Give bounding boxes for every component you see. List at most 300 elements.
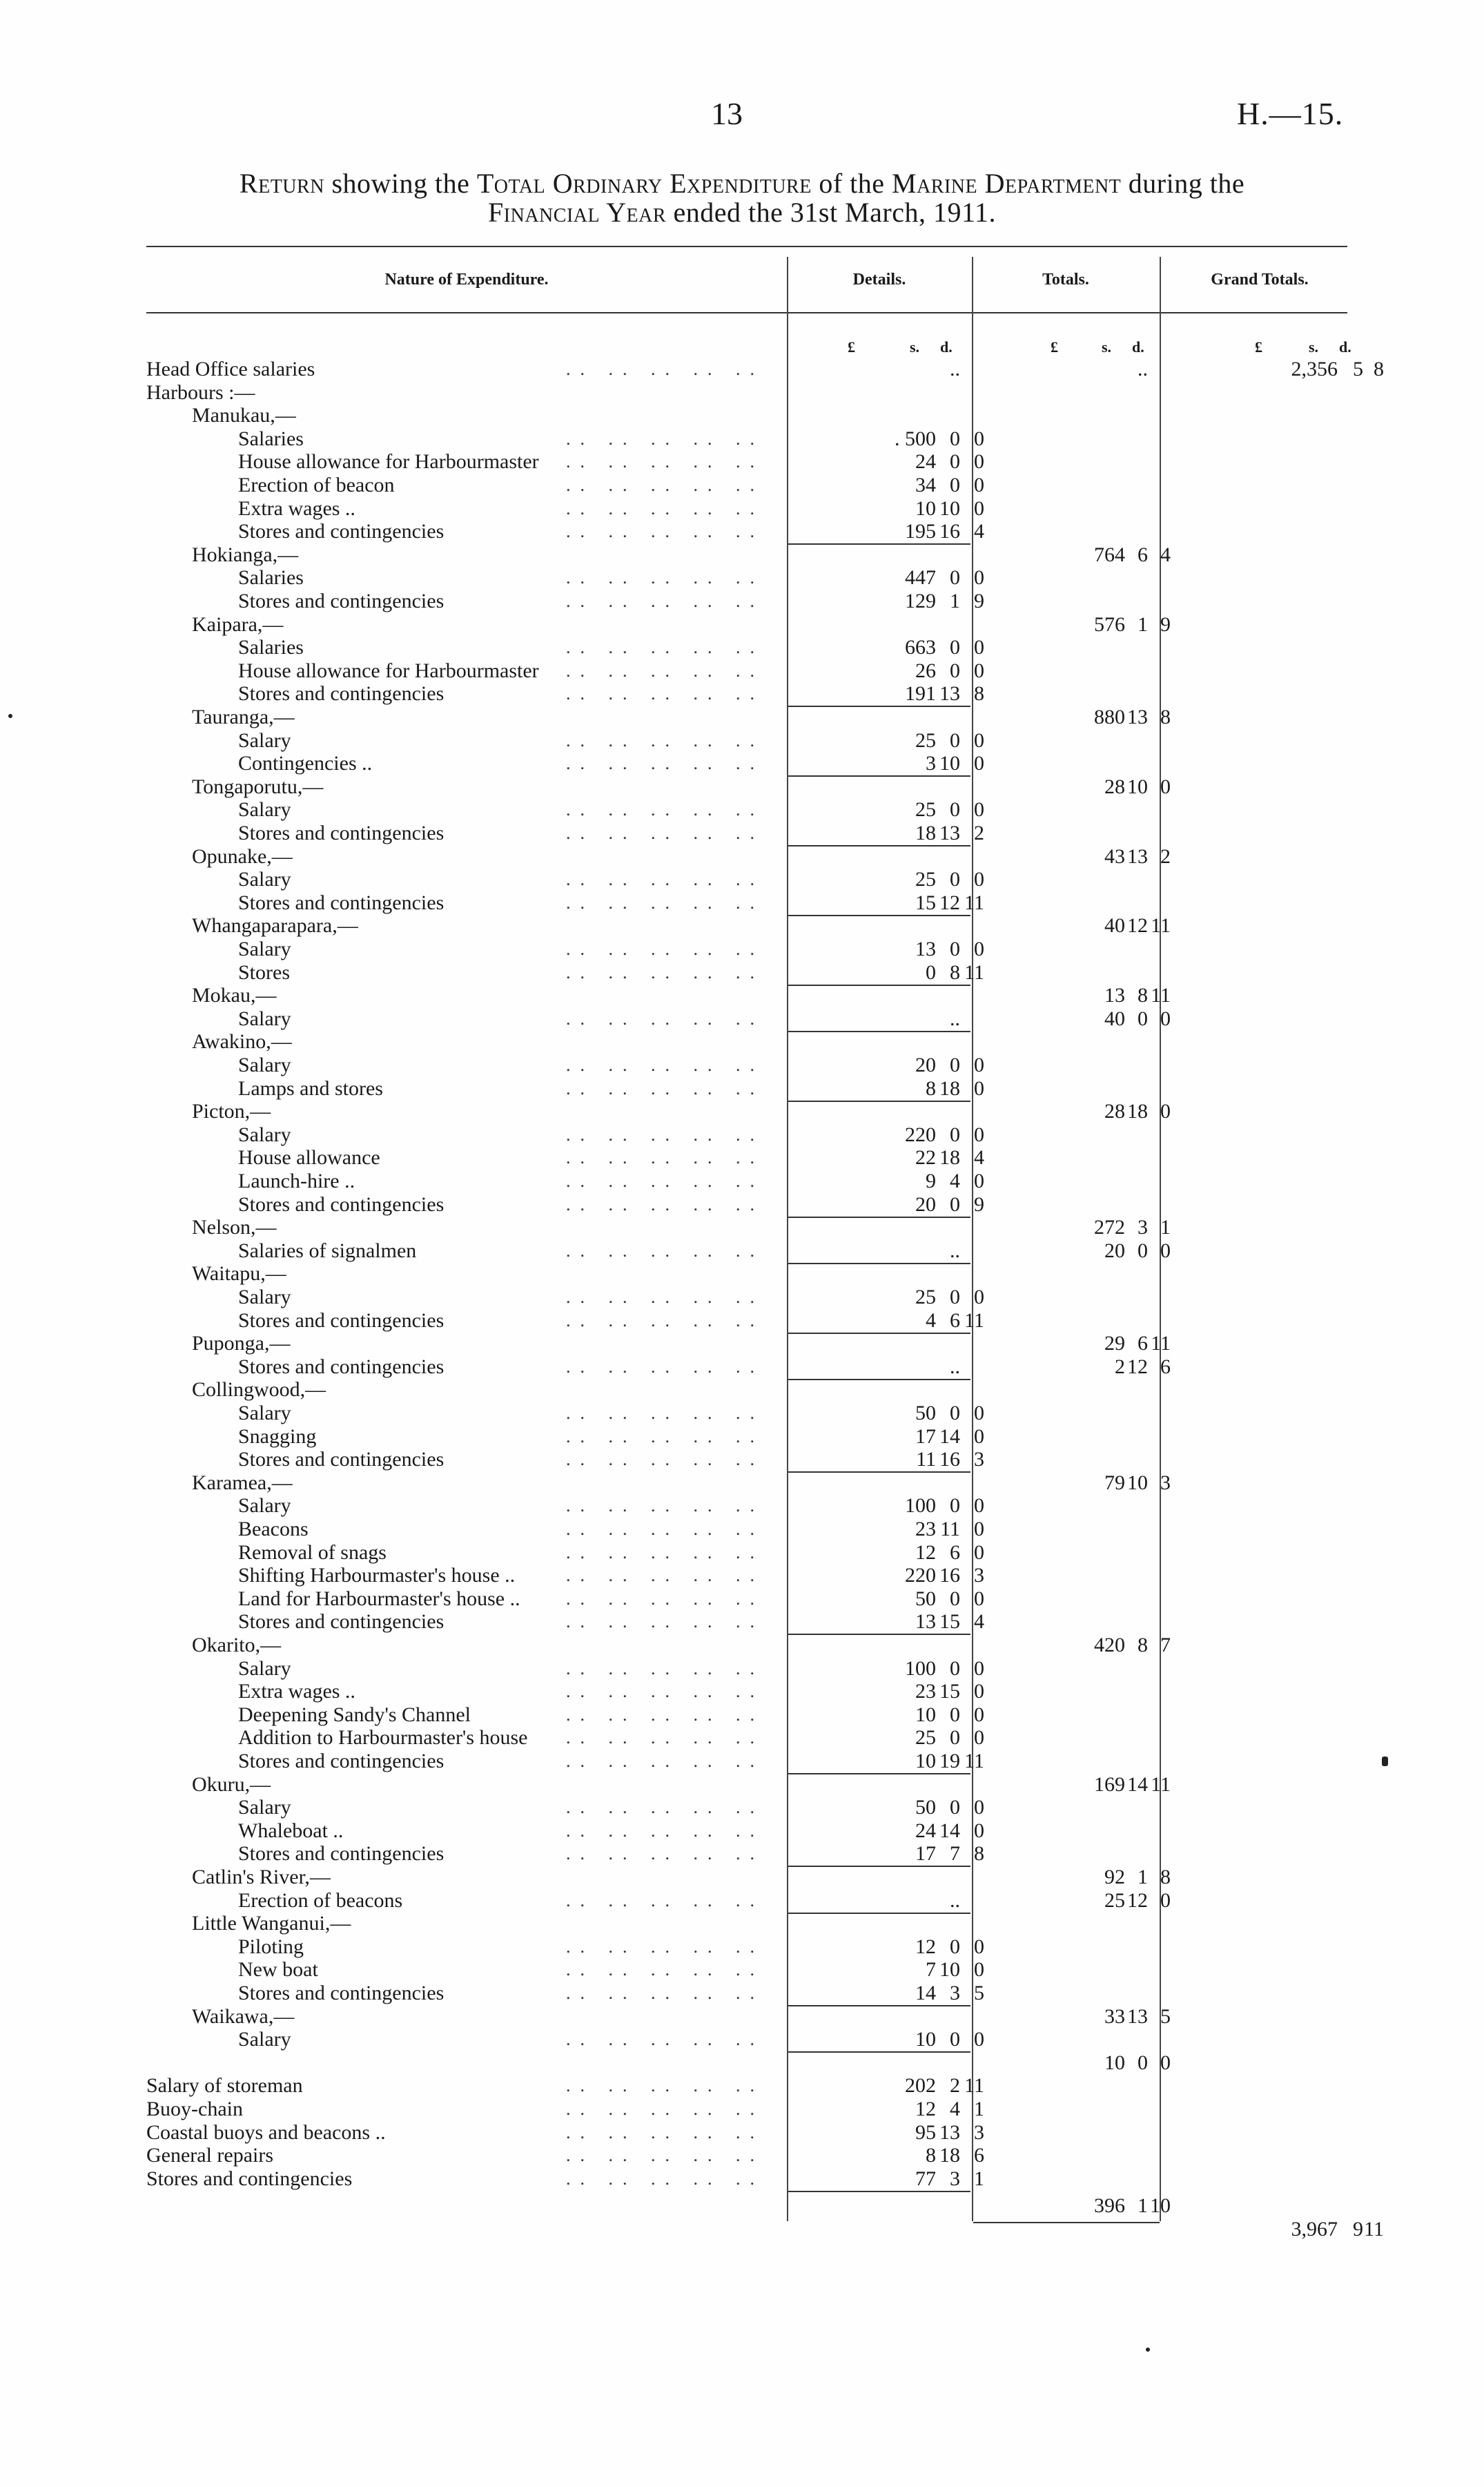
table-row — [0, 1239, 1484, 1263]
totals-pence: 0 — [1160, 1100, 1171, 1123]
totals-pence: 8 — [1160, 706, 1171, 728]
leader-dots: .. .. .. .. .. — [566, 429, 764, 449]
row-label: Launch-hire .. — [238, 1170, 355, 1192]
details-pence: 1 — [974, 2098, 984, 2120]
details-shillings: 10 — [939, 1958, 960, 1981]
details-shillings: 11 — [940, 1518, 960, 1540]
leader-dots: .. .. .. .. .. — [566, 2169, 764, 2189]
title-line-2 — [0, 196, 1484, 229]
row-label: Picton,— — [192, 1100, 271, 1123]
details-shillings: 6 — [950, 1309, 960, 1332]
table-row — [0, 752, 1484, 775]
column-header-details: Details. — [852, 271, 906, 289]
row-label: Stores and contingencies — [238, 1448, 445, 1471]
totals-shillings: 0 — [1138, 2051, 1148, 2074]
row-label: Tauranga,— — [192, 706, 295, 728]
final-totals-row — [0, 2194, 1484, 2218]
row-label: Stores and contingencies — [238, 1355, 445, 1378]
table-row — [0, 1054, 1484, 1077]
grand-total-pence: 11 — [1364, 2218, 1384, 2241]
details-pence: 0 — [974, 636, 984, 659]
details-pounds: 447 — [905, 566, 936, 589]
details-pounds: 14 — [915, 1982, 936, 2004]
details-shillings: 16 — [939, 1564, 960, 1587]
grand-total-shillings: 9 — [1353, 2218, 1363, 2241]
row-label: Salary — [238, 1494, 291, 1517]
details-pence: 0 — [974, 1819, 984, 1842]
details-pence: 0 — [974, 1657, 984, 1680]
row-label: Snagging — [238, 1425, 317, 1448]
leader-dots: .. .. .. .. .. — [566, 661, 764, 681]
totals-pence: 3 — [1160, 1471, 1171, 1494]
title-word: Marine Department — [892, 168, 1122, 199]
row-label: Manukau,— — [192, 404, 296, 427]
details-pounds: 17 — [915, 1425, 936, 1448]
leader-dots: .. .. .. .. .. — [566, 2122, 764, 2142]
details-shillings: 0 — [950, 659, 960, 682]
details-pence: 0 — [974, 1123, 984, 1146]
table-row — [0, 961, 1484, 985]
details-shillings: 18 — [939, 1077, 960, 1100]
table-row — [0, 729, 1484, 753]
leader-dots: .. .. .. .. .. — [566, 499, 764, 519]
details-shillings: 8 — [950, 961, 960, 984]
details-pounds: . 500 — [895, 427, 936, 450]
details-shillings: 15 — [939, 1680, 960, 1703]
leader-dots: .. .. .. .. .. — [566, 1055, 764, 1075]
totals-shillings: 8 — [1138, 984, 1148, 1007]
title-word: showing the — [331, 168, 470, 199]
row-label: Okarito,— — [192, 1634, 282, 1656]
title-word: of the — [819, 168, 885, 199]
row-label: Lamps and stores — [238, 1077, 383, 1100]
table-row — [0, 2028, 1484, 2051]
table-row — [0, 1494, 1484, 1518]
table-row — [0, 474, 1484, 497]
leader-dots: .. .. .. .. .. — [566, 1148, 764, 1168]
row-label: Head Office salaries — [146, 358, 315, 380]
row-label: Salary — [238, 729, 291, 752]
leader-dots: .. .. .. .. .. — [566, 753, 764, 773]
document-reference: H.—15. — [1237, 96, 1344, 131]
row-label: Deepening Sandy's Channel — [238, 1703, 471, 1726]
details-shillings: 2 — [950, 2074, 960, 2097]
row-label: Salary — [238, 2028, 291, 2051]
totals-pounds: 33 — [1104, 2005, 1125, 2028]
row-label: New boat — [238, 1958, 318, 1981]
table-row — [0, 1935, 1484, 1959]
totals-shillings: 13 — [1127, 845, 1148, 868]
details-shillings: 13 — [939, 682, 960, 705]
details-shillings: 0 — [950, 1726, 960, 1749]
leader-dots: .. .. .. .. .. — [566, 1751, 764, 1771]
title-word: Total Ordinary Expenditure — [476, 168, 812, 199]
details-pounds: 100 — [905, 1494, 936, 1517]
details-shillings: 0 — [950, 636, 960, 659]
subtotal-rule — [788, 2191, 970, 2192]
details-shillings: 0 — [950, 798, 960, 821]
details-shillings: 0 — [950, 450, 960, 473]
leader-dots: .. .. .. .. .. — [566, 1496, 764, 1516]
table-row — [0, 1610, 1484, 1634]
details-pence: 0 — [974, 1726, 984, 1749]
details-shillings: 0 — [950, 1587, 960, 1610]
details-pence: 0 — [974, 1402, 984, 1424]
details-pounds: 12 — [915, 2098, 936, 2120]
details-pounds: 0 — [926, 961, 936, 984]
table-row — [0, 1657, 1484, 1681]
table-row — [0, 822, 1484, 845]
details-shillings: 18 — [939, 2144, 960, 2167]
totals-pounds: 28 — [1104, 1100, 1125, 1123]
totals-shillings: 10 — [1127, 1471, 1148, 1494]
details-blank: .. — [950, 1239, 960, 1262]
row-label: Little Wanganui,— — [192, 1912, 351, 1935]
details-pounds: 12 — [915, 1541, 936, 1564]
details-pence: 0 — [974, 427, 984, 450]
table-row — [0, 381, 1484, 405]
leader-dots: .. .. .. .. .. — [566, 1565, 764, 1585]
leader-dots: .. .. .. .. .. — [566, 1171, 764, 1191]
totals-pence: 7 — [1160, 1634, 1171, 1656]
details-pence: 2 — [974, 822, 984, 844]
row-label: Stores and contingencies — [238, 1842, 445, 1865]
column-header-totals: Totals. — [1042, 271, 1089, 289]
unit-pound: £ — [1255, 338, 1262, 356]
table-row — [0, 1587, 1484, 1611]
table-row — [0, 2074, 1484, 2098]
column-header-grand: Grand Totals. — [1211, 271, 1309, 289]
totals-pence: 4 — [1160, 543, 1171, 566]
totals-pence: 1 — [1160, 1216, 1171, 1239]
details-shillings: 0 — [950, 1494, 960, 1517]
final-totals-pounds: 396 — [1094, 2194, 1125, 2217]
totals-pounds: 79 — [1104, 1471, 1125, 1494]
details-shillings: 0 — [950, 1657, 960, 1680]
details-pounds: 50 — [915, 1402, 936, 1424]
leader-dots: .. .. .. .. .. — [566, 452, 764, 472]
details-shillings: 0 — [950, 1796, 960, 1819]
table-row — [0, 450, 1484, 474]
totals-shillings: 6 — [1138, 543, 1148, 566]
details-shillings: 0 — [950, 1054, 960, 1076]
leader-dots: .. .. .. .. .. — [566, 1519, 764, 1539]
table-row — [0, 1842, 1484, 1866]
details-pence: 0 — [974, 1680, 984, 1703]
details-pounds: 11 — [916, 1448, 936, 1471]
unit-pound: £ — [848, 338, 855, 356]
row-label: Salary — [238, 938, 291, 960]
details-pence: 0 — [974, 450, 984, 473]
details-pounds: 100 — [905, 1657, 936, 1680]
totals-shillings: 0 — [1138, 1007, 1148, 1030]
details-pence: 0 — [974, 497, 984, 520]
totals-shillings: 1 — [1138, 1866, 1148, 1888]
details-pence: 8 — [974, 682, 984, 705]
row-label: Stores and contingencies — [238, 1309, 445, 1332]
leader-dots: .. .. .. .. .. — [566, 1797, 764, 1817]
details-pounds: 10 — [915, 1703, 936, 1726]
details-shillings: 1 — [950, 590, 960, 612]
scan-speck — [8, 714, 12, 718]
details-shillings: 0 — [950, 868, 960, 891]
details-pounds: 663 — [905, 636, 936, 659]
details-shillings: 0 — [950, 566, 960, 589]
details-pence: 0 — [974, 1796, 984, 1819]
details-pounds: 95 — [915, 2121, 936, 2144]
details-shillings: 12 — [939, 891, 960, 914]
table-row — [0, 706, 1484, 729]
table-row — [0, 1773, 1484, 1797]
table-row — [0, 2167, 1484, 2191]
table-row — [0, 1866, 1484, 1889]
page-number: 13 — [711, 96, 743, 131]
row-label: Buoy-chain — [146, 2098, 243, 2120]
row-label: Removal of snags — [238, 1541, 387, 1564]
row-label: Stores and contingencies — [238, 822, 445, 844]
table-row — [0, 1750, 1484, 1773]
details-pounds: 20 — [915, 1054, 936, 1076]
leader-dots: .. .. .. .. .. — [566, 1403, 764, 1423]
details-pence: 11 — [964, 1750, 984, 1772]
leader-dots: .. .. .. .. .. — [566, 939, 764, 959]
leader-dots: .. .. .. .. .. — [566, 2029, 764, 2049]
details-pence: 0 — [974, 1587, 984, 1610]
totals-pence: 6 — [1160, 1355, 1171, 1378]
leader-dots: .. .. .. .. .. — [566, 1844, 764, 1864]
details-shillings: 0 — [950, 2028, 960, 2051]
details-pounds: 195 — [905, 520, 936, 543]
row-label: Whaleboat .. — [238, 1819, 344, 1842]
totals-pounds: 420 — [1094, 1634, 1125, 1656]
row-label: Salary — [238, 1402, 291, 1424]
details-shillings: 0 — [950, 1286, 960, 1308]
table-row — [0, 1007, 1484, 1031]
row-label: Extra wages .. — [238, 497, 355, 520]
details-shillings: 16 — [939, 520, 960, 543]
details-pence: 3 — [974, 2121, 984, 2144]
row-label: Karamea,— — [192, 1471, 293, 1494]
table-row — [0, 1796, 1484, 1819]
leader-dots: .. .. .. .. .. — [566, 1821, 764, 1841]
row-label: Awakino,— — [192, 1030, 292, 1053]
row-label: Catlin's River,— — [192, 1866, 331, 1888]
table-row — [0, 682, 1484, 706]
details-pounds: 26 — [915, 659, 936, 682]
details-pounds: 23 — [915, 1518, 936, 1540]
totals-pounds: 169 — [1094, 1773, 1125, 1796]
unit-pence: d. — [940, 338, 953, 356]
details-pounds: 25 — [915, 1286, 936, 1308]
details-pounds: 3 — [926, 752, 936, 775]
details-shillings: 0 — [950, 1703, 960, 1726]
details-pence: 0 — [974, 868, 984, 891]
leader-dots: .. .. .. .. .. — [566, 1194, 764, 1215]
details-pounds: 13 — [915, 1610, 936, 1633]
grand-total-row — [0, 2218, 1484, 2241]
row-label: Stores and contingencies — [238, 1750, 445, 1772]
details-pounds: 25 — [915, 798, 936, 821]
title-line-1 — [0, 167, 1484, 200]
table-row — [0, 1680, 1484, 1703]
table-row — [0, 938, 1484, 961]
row-label: Puponga,— — [192, 1332, 291, 1355]
totals-pence: 11 — [1151, 914, 1171, 937]
totals-pounds: 43 — [1104, 845, 1125, 868]
totals-shillings: 3 — [1138, 1216, 1148, 1239]
details-shillings: 0 — [950, 1123, 960, 1146]
totals-shillings: 12 — [1127, 1355, 1148, 1378]
table-row — [0, 1819, 1484, 1843]
leader-dots: .. .. .. .. .. — [566, 2099, 764, 2119]
details-pence: 0 — [974, 798, 984, 821]
leader-dots: .. .. .. .. .. — [566, 1612, 764, 1632]
row-label: Piloting — [238, 1935, 304, 1958]
details-pounds: 8 — [926, 1077, 936, 1100]
details-shillings: 16 — [939, 1448, 960, 1471]
row-label: Salary — [238, 798, 291, 821]
totals-pounds: 92 — [1104, 1866, 1125, 1888]
table-row — [0, 520, 1484, 543]
details-pence: 9 — [974, 590, 984, 612]
table-row — [0, 358, 1484, 381]
totals-pence: 0 — [1160, 1007, 1171, 1030]
details-pence: 4 — [974, 1146, 984, 1169]
details-pounds: 13 — [915, 938, 936, 960]
leader-dots: .. .. .. .. .. — [566, 800, 764, 820]
totals-pence: 2 — [1160, 845, 1171, 868]
leader-dots: .. .. .. .. .. — [566, 1589, 764, 1609]
details-shillings: 14 — [939, 1425, 960, 1448]
row-label: Stores and contingencies — [238, 1610, 445, 1633]
table-row — [0, 798, 1484, 822]
details-shillings: 13 — [939, 822, 960, 844]
details-blank: .. — [950, 1007, 960, 1030]
table-row — [0, 891, 1484, 915]
table-row — [0, 659, 1484, 683]
leader-dots: .. .. .. .. .. — [566, 359, 764, 379]
row-label: Tongaporutu,— — [192, 775, 324, 798]
column-header-nature: Nature of Expenditure. — [384, 271, 549, 289]
details-shillings: 0 — [950, 1935, 960, 1958]
leader-dots: .. .. .. .. .. — [566, 1705, 764, 1725]
leader-dots: .. .. .. .. .. — [566, 1937, 764, 1957]
table-row — [0, 1378, 1484, 1402]
totals-pence: 0 — [1160, 2051, 1171, 2074]
leader-dots: .. .. .. .. .. — [566, 893, 764, 913]
totals-pounds: 576 — [1094, 613, 1125, 636]
details-pounds: 18 — [915, 822, 936, 844]
details-pence: 0 — [974, 1286, 984, 1308]
leader-dots: .. .. .. .. .. — [566, 869, 764, 889]
row-label: Coastal buoys and beacons .. — [146, 2121, 386, 2144]
row-label: Salary — [238, 1286, 291, 1308]
details-pence: 4 — [974, 1610, 984, 1633]
leader-dots: .. .. .. .. .. — [566, 1658, 764, 1678]
details-shillings: 14 — [939, 1819, 960, 1842]
details-pence: 0 — [974, 729, 984, 752]
table-row — [0, 1564, 1484, 1587]
table-row — [0, 1309, 1484, 1333]
table-row — [0, 1889, 1484, 1913]
row-label: Waikawa,— — [192, 2005, 295, 2028]
leader-dots: .. .. .. .. .. — [566, 823, 764, 843]
leader-dots: .. .. .. .. .. — [566, 1983, 764, 2003]
table-row — [0, 984, 1484, 1007]
table-row — [0, 868, 1484, 891]
totals-pence: 11 — [1151, 1332, 1171, 1355]
row-label: Erection of beacons — [238, 1889, 403, 1912]
table-row — [0, 1634, 1484, 1657]
table-row — [0, 914, 1484, 938]
leader-dots: .. .. .. .. .. — [566, 1681, 764, 1701]
table-row — [0, 1703, 1484, 1727]
details-pounds: 7 — [926, 1958, 936, 1981]
details-shillings: 19 — [939, 1750, 960, 1772]
details-pence: 0 — [974, 1935, 984, 1958]
table-row — [0, 775, 1484, 799]
details-pence: 4 — [974, 520, 984, 543]
details-pence: 0 — [974, 1518, 984, 1540]
leader-dots: .. .. .. .. .. — [566, 1542, 764, 1562]
details-shillings: 3 — [950, 2167, 960, 2190]
leader-dots: .. .. .. .. .. — [566, 1728, 764, 1748]
unit-pence: d. — [1339, 338, 1351, 356]
table-row — [0, 543, 1484, 567]
table-row — [0, 1518, 1484, 1541]
table-top-rule — [146, 246, 1347, 247]
details-pounds: 4 — [926, 1309, 936, 1332]
row-label: General repairs — [146, 2144, 274, 2167]
leader-dots: .. .. .. .. .. — [566, 475, 764, 495]
row-label: Stores and contingencies — [146, 2167, 353, 2190]
table-row — [0, 1146, 1484, 1170]
row-label: Salaries — [238, 427, 304, 450]
row-label: Salary — [238, 1007, 291, 1030]
details-pence: 11 — [964, 891, 984, 914]
totals-pence: 9 — [1160, 613, 1171, 636]
totals-pence: 0 — [1160, 1239, 1171, 1262]
table-row — [0, 497, 1484, 521]
details-pence: 0 — [974, 752, 984, 775]
totals-pounds: 272 — [1094, 1216, 1125, 1239]
details-pounds: 202 — [905, 2074, 936, 2097]
leader-dots: .. .. .. .. .. — [566, 1287, 764, 1307]
details-shillings: 10 — [939, 497, 960, 520]
row-label: Salaries — [238, 636, 304, 659]
details-pounds: 22 — [915, 1146, 936, 1169]
details-pence: 0 — [974, 1170, 984, 1192]
details-shillings: 0 — [950, 938, 960, 960]
row-label: Stores — [238, 961, 290, 984]
table-row — [0, 1216, 1484, 1239]
table-row — [0, 2144, 1484, 2167]
table-row — [0, 1471, 1484, 1495]
details-pounds: 25 — [915, 868, 936, 891]
grand-pounds: 2,356 — [1291, 358, 1338, 380]
leader-dots: .. .. .. .. .. — [566, 962, 764, 983]
details-shillings: 0 — [950, 427, 960, 450]
totals-pounds: 20 — [1104, 1239, 1125, 1262]
row-label: Kaipara,— — [192, 613, 284, 636]
totals-pence: 5 — [1160, 2005, 1171, 2028]
title-word: during the — [1128, 168, 1245, 199]
table-row — [0, 1193, 1484, 1217]
table-row — [0, 1332, 1484, 1355]
row-label: Nelson,— — [192, 1216, 277, 1239]
details-shillings: 0 — [950, 1193, 960, 1216]
row-label: Stores and contingencies — [238, 520, 445, 543]
